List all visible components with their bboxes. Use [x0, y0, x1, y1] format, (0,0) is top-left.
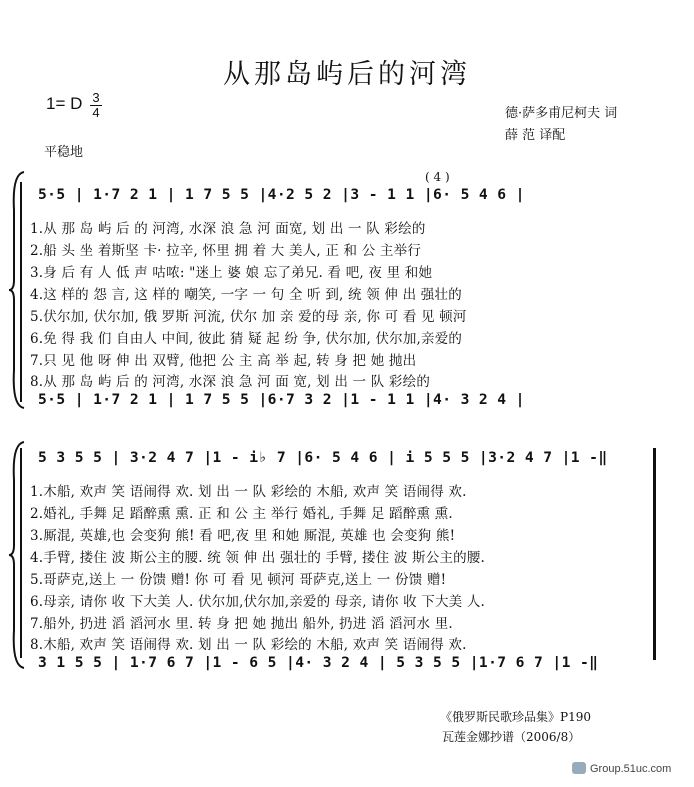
system2-lyric-3: 3.厮混, 英雄,也 会变狗 熊! 看 吧,夜 里 和她 厮混, 英雄 也 会变狗 熊! — [30, 528, 456, 544]
time-signature-top: 3 — [92, 90, 100, 105]
copyist-note: 瓦莲金娜抄谱（2006/8） — [442, 730, 581, 744]
system1-brace — [8, 170, 28, 410]
watermark-icon — [572, 762, 586, 774]
translator-credit: 薛 范 译配 — [505, 128, 566, 143]
system1-lyric-4: 4.这 样的 怨 言, 这 样的 嘲笑, 一字 一 句 全 听 到, 统 领 伸 出 强壮的 — [30, 287, 462, 303]
system2-top-notes: 5 3 5 5 | 3·2 4 7 |1 - i♭ 7 |6· 5 4 6 | i 5 5 5 |3·2 4 7 |1 -‖ — [38, 449, 608, 466]
system2-start-barline — [20, 448, 22, 658]
key-signature: 1= D — [46, 94, 83, 113]
system2-lyric-1: 1.木船, 欢声 笑 语闹得 欢. 划 出 一 队 彩绘的 木船, 欢声 笑 语闹得 欢. — [30, 484, 467, 500]
source-book: 《俄罗斯民歌珍品集》P190 — [440, 710, 591, 724]
system1-lyric-3: 3.身 后 有 人 低 声 咕哝: "迷上 婆 娘 忘了弟兄. 看 吧, 夜 里 和她 — [30, 265, 433, 281]
system1-start-barline — [20, 182, 22, 402]
tempo-marking: 平稳地 — [44, 145, 84, 160]
system2-lyric-7: 7.船外, 扔进 滔 滔河水 里. 转 身 把 她 抛出 船外, 扔进 滔 滔河水 里. — [30, 616, 453, 632]
system2-lyric-6: 6.母亲, 请你 收 下大美 人. 伏尔加,伏尔加,亲爱的 母亲, 请你 收 下大美 人. — [30, 594, 486, 610]
system2-end-barline — [653, 448, 656, 660]
watermark: Group.51uc.com — [590, 763, 672, 775]
system1-lyric-2: 2.船 头 坐 着斯坚 卡· 拉辛, 怀里 拥 着 大 美人, 正 和 公 主举行 — [30, 243, 422, 259]
lyricist-credit: 德·萨多甫尼柯夫 词 — [505, 106, 618, 121]
system1-lyric-8: 8.从 那 岛 屿 后 的 河湾, 水深 浪 急 河 面 宽, 划 出 一 队 彩绘的 — [30, 374, 431, 390]
system1-lyric-6: 6.免 得 我 们 自由人 中间, 彼此 猜 疑 起 纷 争, 伏尔加, 伏尔加,亲爱的 — [30, 331, 463, 347]
measure-number: ( 4 ) — [425, 170, 450, 184]
system1-bottom-notes: 5·5 | 1·7 2 1 | 1 7 5 5 |6·7 3 2 |1 - 1 1 |4· 3 2 4 | — [38, 391, 525, 408]
system2-lyric-4: 4.手臂, 搂住 波 斯公主的腰. 统 领 伸 出 强壮的 手臂, 搂住 波 斯公主的腰. — [30, 550, 486, 566]
system1-top-notes: 5·5 | 1·7 2 1 | 1 7 5 5 |4·2 5 2 |3 - 1 1 |6· 5 4 6 | — [38, 186, 525, 203]
system2-brace — [8, 440, 28, 670]
system2-lyric-5: 5.哥萨克,送上 一 份馈 赠! 你 可 看 见 顿河 哥萨克,送上 一 份馈 赠! — [30, 572, 447, 588]
time-signature — [90, 92, 102, 119]
system2-lyric-2: 2.婚礼, 手舞 足 蹈醉熏 熏. 正 和 公 主 举行 婚礼, 手舞 足 蹈醉熏 熏. — [30, 506, 453, 522]
system2-bottom-notes: 3 1 5 5 | 1·7 6 7 |1 - 6 5 |4· 3 2 4 | 5 3 5 5 |1·7 6 7 |1 -‖ — [38, 654, 599, 671]
song-title: 从那岛屿后的河湾 — [223, 59, 471, 90]
time-signature-bottom: 4 — [92, 105, 100, 120]
system1-lyric-7: 7.只 见 他 呀 伸 出 双臂, 他把 公 主 高 举 起, 转 身 把 她 抛出 — [30, 353, 417, 369]
system2-lyric-8: 8.木船, 欢声 笑 语闹得 欢. 划 出 一 队 彩绘的 木船, 欢声 笑 语闹得 欢. — [30, 637, 467, 653]
system1-lyric-5: 5.伏尔加, 伏尔加, 俄 罗斯 河流, 伏尔 加 亲 爱的母 亲, 你 可 看 见 顿河 — [30, 309, 467, 325]
system1-lyric-1: 1.从 那 岛 屿 后 的 河湾, 水深 浪 急 河 面宽, 划 出 一 队 彩绘的 — [30, 221, 426, 237]
